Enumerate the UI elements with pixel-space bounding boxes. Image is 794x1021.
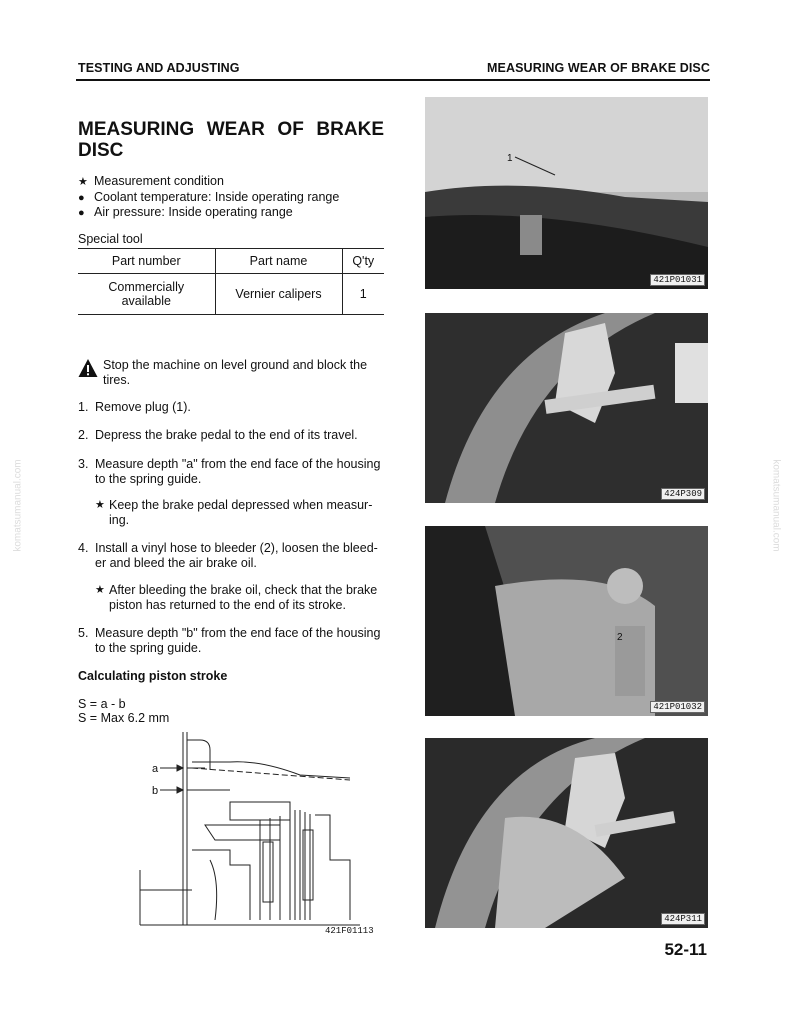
callout-2: 2 xyxy=(617,632,623,643)
star-icon: ★ xyxy=(78,176,88,188)
step-2 xyxy=(78,428,384,443)
condition-text: Measurement condition xyxy=(94,174,224,188)
photo-code: 424P309 xyxy=(661,488,705,500)
formula-line: S = a - b xyxy=(78,697,126,711)
step-1 xyxy=(78,400,384,415)
table-row xyxy=(78,274,384,315)
special-tool-table xyxy=(78,248,384,315)
photo-code: 421P01032 xyxy=(650,701,705,713)
warning-line: tires. xyxy=(103,372,131,387)
photo-image xyxy=(425,738,708,928)
calculation-heading: Calculating piston stroke xyxy=(78,669,228,683)
formula-line: S = Max 6.2 mm xyxy=(78,711,170,725)
header-part-number: Part number xyxy=(78,249,215,274)
step-line: to the spring guide. xyxy=(95,471,202,486)
warning-triangle-icon xyxy=(78,358,98,378)
photo-measuring-b xyxy=(425,738,708,928)
watermark-right: komatsumanual.com xyxy=(770,459,782,552)
special-tool-label: Special tool xyxy=(78,232,143,246)
photo-plug-location xyxy=(425,97,708,289)
bullet-icon: ● xyxy=(78,207,85,219)
callout-1: 1 xyxy=(507,153,513,164)
step-number: 2. xyxy=(78,428,89,442)
step-4 xyxy=(78,541,384,570)
step-text xyxy=(95,626,384,655)
diagram-code: 421F01113 xyxy=(325,926,374,935)
photo-image xyxy=(425,97,708,289)
dimension-b-label: b xyxy=(152,785,159,797)
star-icon: ★ xyxy=(95,584,105,596)
brake-cross-section-diagram xyxy=(120,730,390,935)
cell-part-name: Vernier calipers xyxy=(215,274,342,315)
note-after-bleeding xyxy=(95,583,384,612)
bullet-icon: ● xyxy=(78,191,85,204)
part-number-line: Commercially xyxy=(108,280,185,294)
step-line: to the spring guide. xyxy=(95,640,202,655)
photo-measuring-a xyxy=(425,313,708,503)
photo-image xyxy=(425,526,708,716)
calculation-formula xyxy=(78,697,169,725)
note-keep-pedal xyxy=(95,498,384,527)
step-3 xyxy=(78,457,384,486)
step-5 xyxy=(78,626,384,655)
photo-image xyxy=(425,313,708,503)
condition-item xyxy=(78,190,339,206)
step-line: Measure depth "a" from the end face of the housing xyxy=(95,457,381,471)
step-text: Remove plug (1). xyxy=(95,400,191,414)
part-number-line: available xyxy=(121,294,171,308)
header-left: TESTING AND ADJUSTING xyxy=(78,61,240,75)
note-line: piston has returned to the end of its stroke. xyxy=(109,597,346,612)
step-number: 3. xyxy=(78,457,89,471)
warning-line: Stop the machine on level ground and block the xyxy=(103,358,368,372)
step-line: Measure depth "b" from the end face of the housing xyxy=(95,626,381,640)
step-text xyxy=(95,457,384,486)
header-part-name: Part name xyxy=(215,249,342,274)
warning-text xyxy=(103,358,367,387)
note-line: After bleeding the brake oil, check that the brake xyxy=(109,583,378,597)
note-line: ing. xyxy=(109,512,130,527)
watermark-left: komatsumanual.com xyxy=(12,459,24,552)
cell-qty: 1 xyxy=(342,274,384,315)
step-line: Install a vinyl hose to bleeder (2), loosen the bleed- xyxy=(95,541,378,555)
condition-text: Air pressure: Inside operating range xyxy=(94,205,293,219)
note-text xyxy=(109,583,377,612)
step-number: 1. xyxy=(78,400,89,414)
condition-item xyxy=(78,205,339,221)
note-line: Keep the brake pedal depressed when measur- xyxy=(109,498,373,512)
step-line: er and bleed the air brake oil. xyxy=(95,555,257,570)
dimension-a-label: a xyxy=(152,763,159,775)
step-text: Depress the brake pedal to the end of its travel. xyxy=(95,428,358,442)
note-text xyxy=(109,498,372,527)
photo-bleeder-location xyxy=(425,526,708,716)
condition-text: Coolant temperature: Inside operating range xyxy=(94,189,340,204)
photo-code: 424P311 xyxy=(661,913,705,925)
star-icon: ★ xyxy=(95,499,105,511)
page-number: 52-11 xyxy=(664,940,707,959)
safety-warning xyxy=(78,358,384,387)
header-right: MEASURING WEAR OF BRAKE DISC xyxy=(487,61,710,75)
page-title: MEASURING WEAR OF BRAKE DISC xyxy=(78,119,384,161)
conditions-list xyxy=(78,174,339,221)
step-text xyxy=(95,541,384,570)
photo-code: 421P01031 xyxy=(650,274,705,286)
step-number: 5. xyxy=(78,626,89,640)
cell-part-number xyxy=(78,274,215,315)
header-rule xyxy=(76,79,710,81)
step-number: 4. xyxy=(78,541,89,555)
table-header-row xyxy=(78,249,384,274)
header-qty: Q'ty xyxy=(342,249,384,274)
condition-item xyxy=(78,174,339,190)
